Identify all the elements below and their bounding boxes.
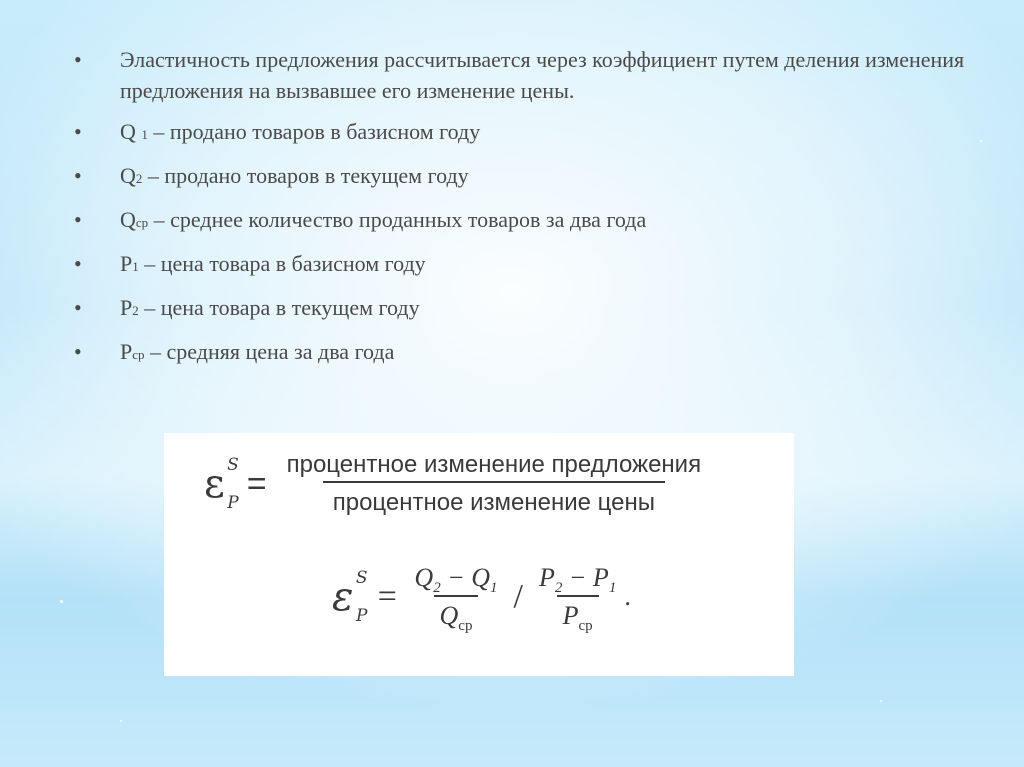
bullet-symbol: P	[120, 339, 133, 364]
equals-sign: =	[375, 578, 399, 615]
bullet-item	[74, 292, 974, 326]
minus-sign: −	[568, 563, 587, 592]
bullet-item	[74, 248, 974, 282]
formula-calculation	[332, 563, 631, 634]
q2-symbol: Q	[414, 563, 434, 592]
quantity-fraction	[408, 563, 503, 634]
bullet-marker: •	[74, 207, 82, 232]
fraction	[277, 451, 712, 517]
bullet-symbol: P	[120, 251, 133, 276]
bullet-item	[74, 160, 974, 194]
elasticity-superscript: S	[355, 568, 368, 588]
qcp-symbol: Q	[439, 601, 459, 630]
bullet-symbol: Q	[120, 163, 136, 188]
qcp-index: ср	[458, 618, 473, 634]
p2-index: 2	[554, 580, 563, 596]
price-denominator	[557, 595, 599, 634]
elasticity-symbol	[204, 455, 239, 513]
elasticity-subscript: P	[356, 606, 368, 626]
q1-symbol: Q	[471, 563, 491, 592]
bullet-subscript: 1	[132, 259, 139, 274]
bullet-marker: •	[74, 295, 82, 320]
bullet-item	[74, 116, 974, 150]
minus-sign: −	[447, 563, 465, 592]
bullet-text: – цена товара в текущем году	[138, 295, 420, 320]
bullet-item	[74, 336, 974, 370]
bullet-text: – цена товара в базисном году	[138, 251, 426, 276]
bullet-subscript: 2	[132, 303, 139, 318]
q2-index: 2	[433, 580, 441, 596]
p1-index: 1	[608, 580, 617, 596]
bullet-text: – среднее количество проданных товаров за два года	[148, 207, 647, 232]
elasticity-symbol	[332, 568, 368, 626]
bullet-item	[74, 204, 974, 238]
bullet-symbol: Q	[120, 119, 142, 144]
bullet-subscript: ср	[135, 215, 149, 230]
bullet-text: Эластичность предложения рассчитывается через коэффициент путем деления изменения предложения на вызвавшее его изменение цены.	[120, 47, 965, 103]
epsilon-glyph: ε	[332, 574, 354, 620]
price-fraction	[533, 563, 622, 634]
bullet-text: – средняя цена за два года	[144, 339, 395, 364]
formula-period: .	[624, 582, 631, 611]
quantity-denominator	[434, 595, 479, 634]
elasticity-subscript: P	[227, 493, 239, 513]
pcp-index: ср	[578, 618, 593, 634]
pcp-symbol: P	[562, 601, 579, 630]
bullet-marker: •	[74, 339, 82, 364]
p2-symbol: P	[538, 563, 555, 592]
q1-index: 1	[490, 580, 498, 596]
bullet-subscript: ср	[132, 347, 145, 362]
bullet-symbol: Q	[120, 207, 136, 232]
division-slash: /	[513, 578, 523, 615]
bullet-text: – продано товаров в текущем году	[142, 163, 469, 188]
price-numerator	[533, 563, 622, 595]
bullet-marker: •	[74, 47, 82, 72]
bullet-marker: •	[74, 251, 82, 276]
p1-symbol: P	[592, 563, 609, 592]
bullet-marker: •	[74, 163, 82, 188]
bullet-text: – продано товаров в базисном году	[147, 119, 481, 144]
bullet-symbol: P	[120, 295, 133, 320]
bullet-item	[74, 44, 974, 106]
bullet-subscript: 2	[135, 171, 143, 186]
bullet-subscript: 1	[141, 127, 148, 142]
formula-definition	[204, 451, 711, 517]
elasticity-superscript: S	[227, 455, 239, 475]
fraction-denominator: процентное изменение цены	[323, 481, 665, 517]
fraction-numerator: процентное изменение предложения	[286, 451, 702, 478]
bullet-marker: •	[74, 119, 82, 144]
equals-sign: =	[246, 464, 267, 503]
formula-panel	[164, 433, 794, 676]
bullet-list	[74, 44, 974, 380]
quantity-numerator	[408, 563, 503, 595]
epsilon-glyph: ε	[204, 461, 225, 507]
